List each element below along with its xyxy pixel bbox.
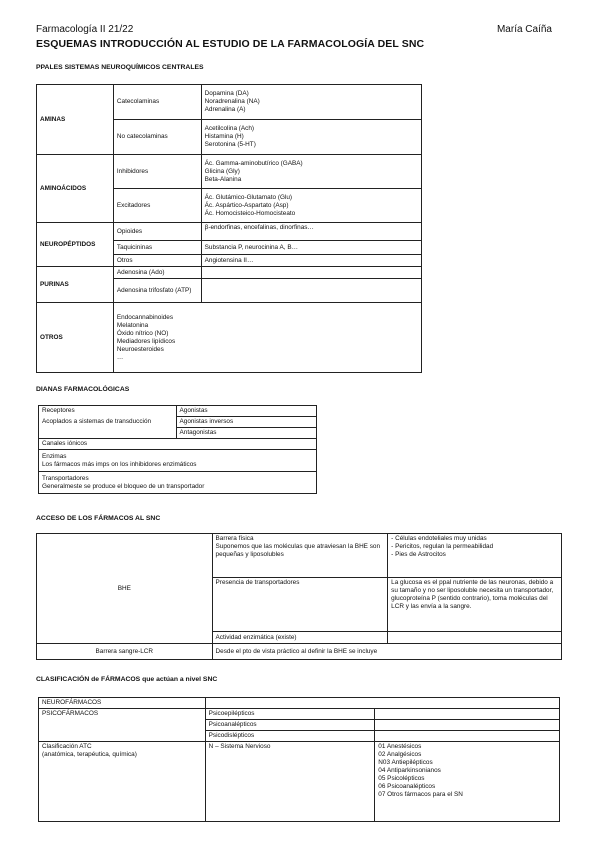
presencia-desc: La glucosa es el ppal nutriente de las neuronas, debido a su tamaño y no ser liposoluble necesita un transportador, glucoproteína P (sentido contrario), toma moléculas del LCR y las envía a la sangre. (388, 578, 562, 632)
catecol-list (201, 85, 421, 120)
receptores-label: Receptores (39, 406, 177, 417)
group-aminas: AMINAS (37, 85, 114, 155)
list-item: - Pericitos, regulan la permeabilidad (391, 543, 494, 550)
opioides-value: β-endorfinas, encefalinas, dinorfinas… (201, 223, 421, 241)
enzimas-label: Enzimas (42, 452, 67, 460)
clasificacion-table (38, 697, 560, 822)
sistema-nervioso-label: N – Sistema Nervioso (205, 742, 375, 822)
list-item: Dopamina (DA) (204, 90, 249, 97)
agonistas-inversos-label: Agonistas inversos (176, 417, 317, 428)
section-heading-clasificacion: CLASIFICACIÓN de FÁRMACOS que actúan a nivel SNC (36, 676, 218, 683)
sub-taquicininas: Taquicininas (113, 241, 201, 255)
list-item: Acetilcolina (Ach) (204, 125, 255, 132)
empty-cell (201, 267, 421, 279)
list-item: Noradrenalina (NA) (204, 98, 260, 105)
list-item: Óxido nítrico (NO) (116, 329, 169, 337)
page-title: ESQUEMAS INTRODUCCIÓN AL ESTUDIO DE LA FARMACOLOGÍA DEL SNC (36, 38, 425, 50)
empty-cell (388, 632, 562, 644)
group-aminoacidos: AMINOÁCIDOS (37, 155, 114, 223)
list-item: Neuroesteroides (116, 345, 164, 353)
page-header (36, 24, 552, 35)
enzimas-cell (39, 450, 317, 472)
empty-cell (205, 698, 375, 709)
acceso-table (36, 533, 562, 660)
list-item: 05 Psicolépticos (378, 775, 425, 782)
author-label: María Caíña (496, 24, 552, 35)
empty-cell (375, 720, 560, 731)
list-item: Ác. Aspártico-Aspartato (Asp) (204, 201, 289, 209)
list-item: Endocannabinoides (116, 313, 174, 321)
list-item: 04 Antiparkinsonianos (378, 767, 441, 774)
sub-nocatecolaminas: No catecolaminas (113, 120, 201, 155)
psico-item: Psicoepilépticos (205, 709, 375, 720)
sub-excitadores: Excitadores (113, 189, 201, 223)
barrera-list (388, 534, 562, 578)
sub-inhibidores: Inhibidores (113, 155, 201, 189)
list-item: Melatonina (116, 321, 149, 329)
empty-cell (375, 698, 560, 709)
group-purinas: PURINAS (37, 267, 114, 303)
section-heading-acceso: ACCESO DE LOS FÁRMACOS AL SNC (36, 515, 161, 522)
psico-item: Psicodislépticos (205, 731, 375, 742)
empty-cell (375, 709, 560, 720)
barrera-label: Barrera física (215, 535, 254, 542)
psicofarmacos-label: PSICOFÁRMACOS (39, 709, 206, 742)
list-item: - Pies de Astrocitos (391, 551, 446, 558)
list-item: Ác. Glutámico-Glutamato (Glu) (204, 193, 293, 201)
transportadores-cell (39, 472, 317, 494)
list-item: 07 Otros fármacos para el SN (378, 791, 463, 798)
agonistas-label: Agonistas (176, 406, 317, 417)
bhe-label: BHE (37, 534, 213, 644)
list-item: 06 Psicoanalépticos (378, 783, 436, 790)
enzimas-note: Los fármacos más imps on los inhibidores enzimáticos (42, 460, 197, 468)
psico-item: Psicoanalépticos (205, 720, 375, 731)
canales-label: Canales iónicos (39, 439, 317, 450)
actividad-label: Actividad enzimática (existe) (212, 632, 388, 644)
list-item: - Células endoteliales muy unidas (391, 535, 487, 542)
blcr-label: Barrera sangre-LCR (37, 644, 213, 660)
atc-label: Clasificación ATC (42, 743, 92, 750)
list-item: Beta-Alanina (204, 175, 242, 183)
list-item: Ác. Gamma-aminobutírico (GABA) (204, 159, 303, 167)
atc-sub: (anatómica, terapéutica, química) (42, 751, 137, 758)
taquicininas-value: Substancia P, neurocinina A, B… (201, 241, 421, 255)
inhib-list (201, 155, 421, 189)
list-item: Glicina (Gly) (204, 167, 240, 175)
presencia-label: Presencia de transportadores (212, 578, 388, 632)
list-item: Ác. Homocisteico-Homocisteato (204, 209, 296, 217)
section-heading-dianas: DIANAS FARMACOLÓGICAS (36, 386, 130, 393)
empty-cell (375, 731, 560, 742)
list-item: N03 Antiepilépticos (378, 759, 433, 766)
empty-cell (201, 279, 421, 303)
group-otros: OTROS (37, 303, 114, 373)
list-item: Serotonina (5-HT) (204, 141, 256, 148)
neurofarmacos-label: NEUROFÁRMACOS (39, 698, 206, 709)
blcr-desc: Desde el pto de vista práctico al definir la BHE se incluye (212, 644, 561, 660)
excit-list (201, 189, 421, 223)
dianas-table (38, 405, 317, 494)
list-item: … (116, 353, 124, 361)
course-label: Farmacología II 21/22 (36, 24, 134, 35)
sub-atp: Adenosina trifosfato (ATP) (113, 279, 201, 303)
transportadores-label: Transportadores (42, 474, 89, 482)
antagonistas-label: Antagonistas (176, 428, 317, 439)
group-neuropeptidos: NEUROPÉPTIDOS (37, 223, 114, 267)
atc-cell (39, 742, 206, 822)
otros-neuropeptidos-value: Angiotensina II… (201, 255, 421, 267)
sub-adenosina: Adenosina (Ado) (113, 267, 201, 279)
barrera-desc: Suponemos que las moléculas que atraviesan la BHE son pequeñas y liposolubles (215, 543, 381, 558)
list-item: Adrenalina (A) (204, 106, 246, 113)
transportadores-note: Generalmeste se produce el bloqueo de un transportador (42, 482, 205, 490)
list-item: 01 Anestésicos (378, 743, 422, 750)
otros-list (113, 303, 421, 373)
list-item: 02 Analgésicos (378, 751, 422, 758)
sub-otros-neuropeptidos: Otros (113, 255, 201, 267)
list-item: Histamina (H) (204, 133, 244, 140)
list-item: Mediadores lipídicos (116, 337, 176, 345)
atc-list (375, 742, 560, 822)
nocatecol-list (201, 120, 421, 155)
sub-catecolaminas: Catecolaminas (113, 85, 201, 120)
section-heading-neuroquimicos: PPALES SISTEMAS NEUROQUÍMICOS CENTRALES (36, 64, 204, 71)
acoplados-label: Acoplados a sistemas de transducción (39, 417, 177, 439)
sub-opioides: Opioides (113, 223, 201, 241)
barrera-cell (212, 534, 388, 578)
neurochem-table (36, 84, 422, 373)
